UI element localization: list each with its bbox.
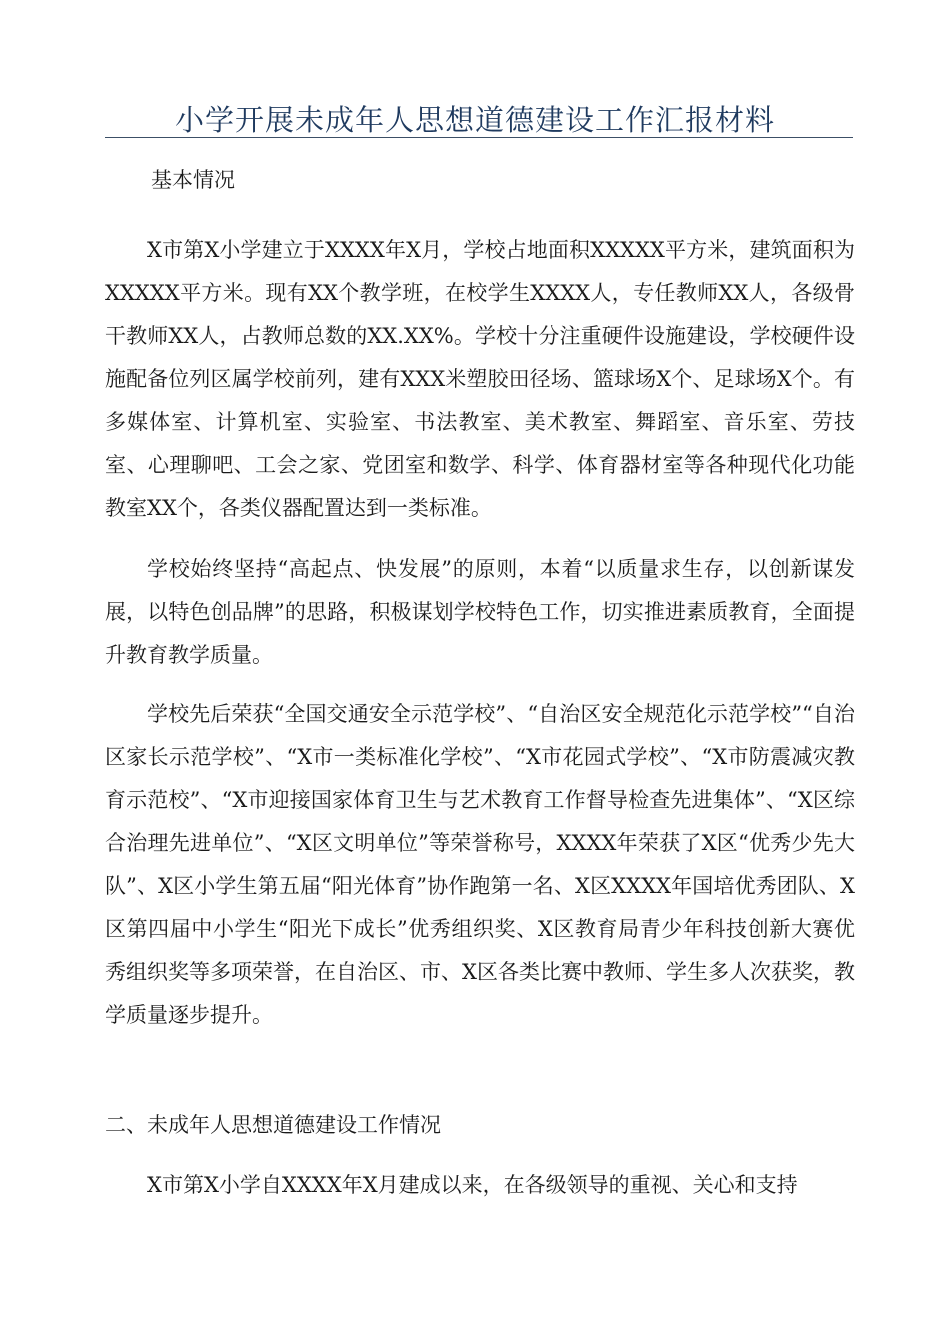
paragraph-school-overview: X市第X小学建立于XXXX年X月，学校占地面积XXXXX平方米，建筑面积为XXXXX平方米。现有XX个教学班，在校学生XXXX人，专任教师XX人，各级骨干教师XX人，占教师总数的XX.XX%。学校十分注重硬件设施建设，学校硬件设施配备位列区属学校前列，建有XXX米塑胶田径场、篮球场X个、足球场X个。有多媒体室、计算机室、实验室、书法教室、美术教室、舞蹈室、音乐室、劳技室、心理聊吧、工会之家、党团室和数学、科学、体育器材室等各种现代化功能教室XX个，各类仪器配置达到一类标准。: [105, 238, 855, 520]
paragraph-school-principles: 学校始终坚持“高起点、快发展”的原则，本着“以质量求生存，以创新谋发展，以特色创品牌”的思路，积极谋划学校特色工作，切实推进素质教育，全面提升教育教学质量。: [105, 557, 855, 667]
paragraph-moral-education-intro: X市第X小学自XXXX年X月建成以来，在各级领导的重视、关心和支持: [147, 1173, 798, 1197]
section-heading-basic-info: 基本情况: [151, 168, 235, 192]
title-underline: [105, 137, 853, 138]
paragraph-school-honors: 学校先后荣获“全国交通安全示范学校”、“自治区安全规范化示范学校”“自治区家长示范学校”、“X市一类标准化学校”、“X市花园式学校”、“X市防震减灾教育示范校”、“X市迎接国家体育卫生与艺术教育工作督导检查先进集体”、“X区综合治理先进单位”、“X区文明单位”等荣誉称号，XXXX年荣获了X区“优秀少先大队”、X区小学生第五届“阳光体育”协作跑第一名、X区XXXX年国培优秀团队、X区第四届中小学生“阳光下成长”优秀组织奖、X区教育局青少年科技创新大赛优秀组织奖等多项荣誉，在自治区、市、X区各类比赛中教师、学生多人次获奖，教学质量逐步提升。: [105, 702, 855, 1027]
section-heading-moral-education: 二、未成年人思想道德建设工作情况: [105, 1113, 441, 1137]
document-title: 小学开展未成年人思想道德建设工作汇报材料: [174, 103, 775, 137]
